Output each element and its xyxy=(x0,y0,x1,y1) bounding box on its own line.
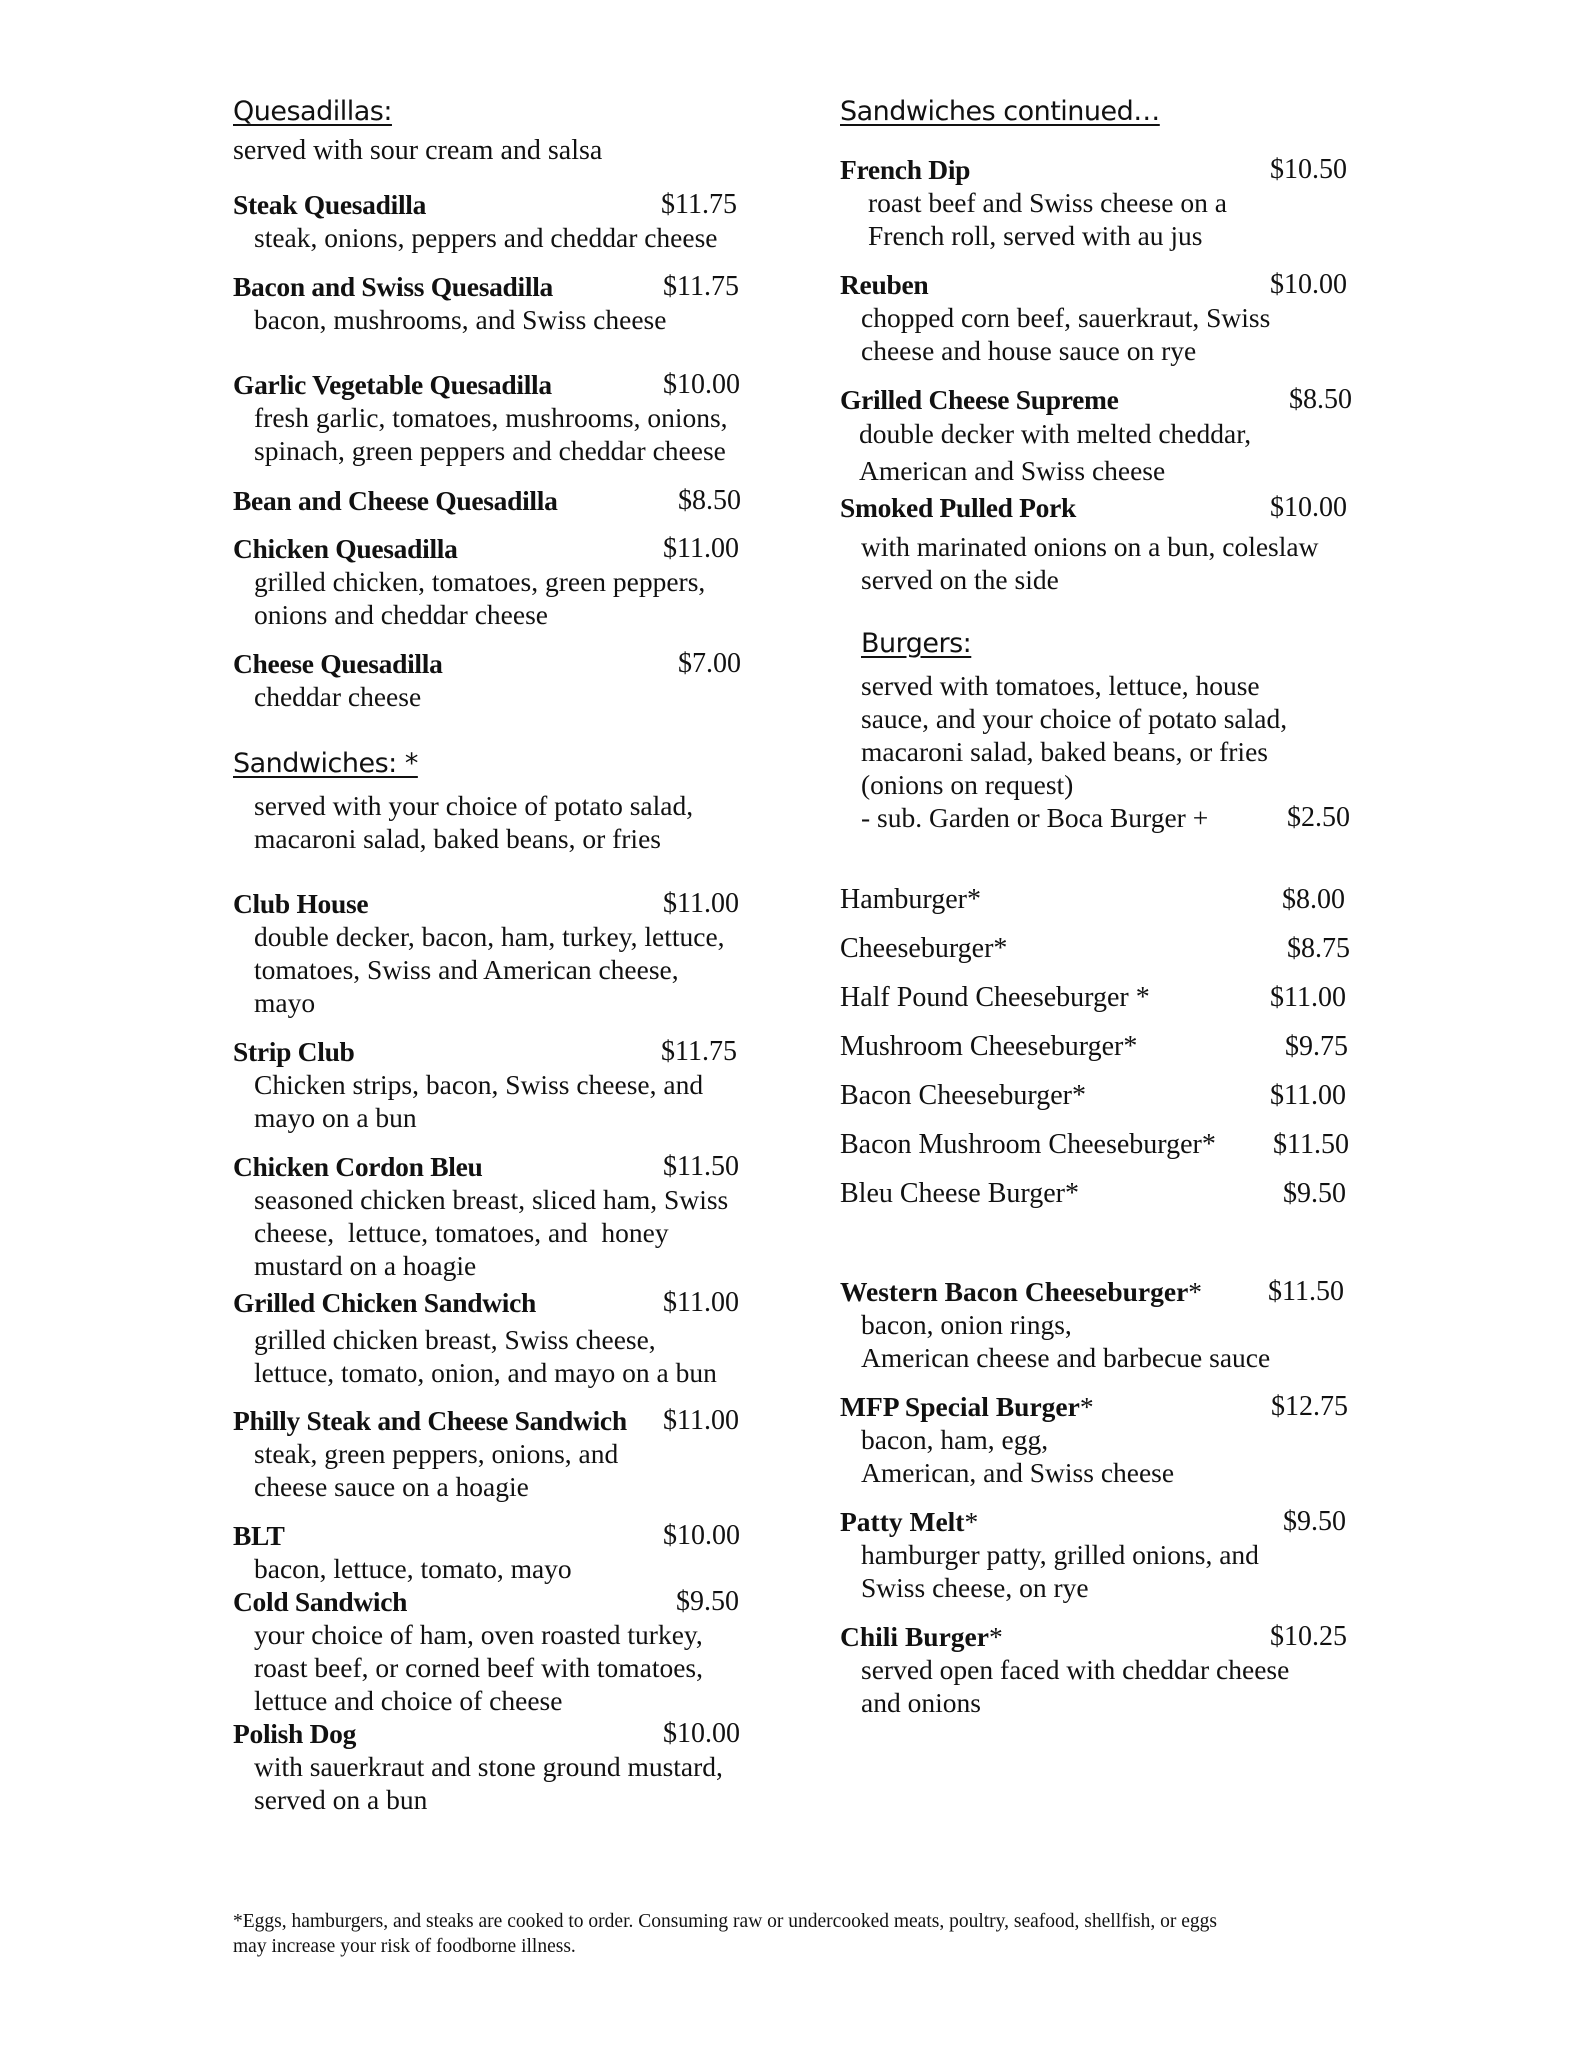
menu-item-name: Garlic Vegetable Quesadilla xyxy=(233,369,552,400)
burgers-heading: Burgers: xyxy=(861,628,972,659)
menu-item-name: Smoked Pulled Pork xyxy=(840,492,1077,523)
quesadillas-heading: Quesadillas: xyxy=(233,96,392,127)
menu-item-description: cheese and house sauce on rye xyxy=(861,335,1197,366)
menu-item-description: American cheese and barbecue sauce xyxy=(861,1342,1271,1373)
menu-item-description: cheese, lettuce, tomatoes, and honey xyxy=(254,1217,669,1248)
footer-disclaimer: *Eggs, hamburgers, and steaks are cooked to order. Consuming raw or undercooked meats, poultry, seafood, shellfish, or eggs xyxy=(233,1911,1217,1932)
menu-item-description: chopped corn beef, sauerkraut, Swiss xyxy=(861,302,1271,333)
menu-item-price: $9.75 xyxy=(1285,1031,1348,1062)
menu-item-name: Philly Steak and Cheese Sandwich xyxy=(233,1405,627,1436)
menu-item-description: with sauerkraut and stone ground mustard, xyxy=(254,1751,723,1782)
menu-item-name: Half Pound Cheeseburger * xyxy=(840,982,1150,1013)
menu-item-description: grilled chicken, tomatoes, green peppers, xyxy=(254,566,706,597)
menu-item-name: Cheese Quesadilla xyxy=(233,648,443,679)
menu-item-name: Cold Sandwich xyxy=(233,1586,408,1617)
menu-item-description: with marinated onions on a bun, coleslaw xyxy=(861,531,1319,562)
menu-item-description: roast beef and Swiss cheese on a xyxy=(868,187,1227,218)
menu-item-price: $11.50 xyxy=(1273,1129,1349,1160)
menu-item-price: $11.00 xyxy=(663,1405,739,1436)
footer-disclaimer: may increase your risk of foodborne illness. xyxy=(233,1936,576,1957)
menu-item-name: Chicken Quesadilla xyxy=(233,533,458,564)
burgers-sub-option-price: $2.50 xyxy=(1287,802,1350,833)
menu-item-description: American and Swiss cheese xyxy=(859,455,1166,486)
menu-item-description: steak, onions, peppers and cheddar cheese xyxy=(254,222,718,253)
menu-item-description: bacon, ham, egg, xyxy=(861,1424,1049,1455)
menu-item-description: double decker, bacon, ham, turkey, lettuce, xyxy=(254,921,725,952)
burgers-subtitle: macaroni salad, baked beans, or fries xyxy=(861,736,1268,767)
menu-item-price: $11.00 xyxy=(663,888,739,919)
menu-item-description: bacon, mushrooms, and Swiss cheese xyxy=(254,304,667,335)
menu-item-description: served on the side xyxy=(861,564,1059,595)
menu-item-description: tomatoes, Swiss and American cheese, xyxy=(254,954,679,985)
menu-item-name: Club House xyxy=(233,888,369,919)
menu-item-price: $10.25 xyxy=(1270,1621,1347,1652)
menu-item-name: Strip Club xyxy=(233,1036,355,1067)
menu-item-price: $11.50 xyxy=(1268,1276,1344,1307)
menu-item-description: lettuce and choice of cheese xyxy=(254,1685,563,1716)
menu-item-name: Hamburger* xyxy=(840,884,981,915)
menu-item-price: $9.50 xyxy=(1283,1506,1346,1537)
menu-item-price: $8.50 xyxy=(678,485,741,516)
menu-item-description: seasoned chicken breast, sliced ham, Swiss xyxy=(254,1184,729,1215)
menu-item-description: mayo on a bun xyxy=(254,1102,417,1133)
menu-item-description: grilled chicken breast, Swiss cheese, xyxy=(254,1324,656,1355)
menu-item-price: $11.00 xyxy=(1270,1080,1346,1111)
sandwiches-heading: Sandwiches: * xyxy=(233,748,418,779)
menu-item-description: served on a bun xyxy=(254,1784,428,1815)
menu-item-name xyxy=(840,1391,1094,1423)
menu-item-price: $10.50 xyxy=(1270,154,1347,185)
menu-item-name-text: MFP Special Burger xyxy=(840,1391,1080,1422)
menu-item-description: American, and Swiss cheese xyxy=(861,1457,1175,1488)
menu-item-description: spinach, green peppers and cheddar cheese xyxy=(254,435,726,466)
sandwiches-subtitle: served with your choice of potato salad, xyxy=(254,790,694,821)
menu-item-name xyxy=(840,1276,1202,1308)
burgers-subtitle: sauce, and your choice of potato salad, xyxy=(861,703,1288,734)
menu-item-star: * xyxy=(1079,1391,1094,1422)
menu-item-name: Bacon Cheeseburger* xyxy=(840,1080,1086,1111)
menu-item-name: Polish Dog xyxy=(233,1718,357,1749)
quesadillas-subtitle: served with sour cream and salsa xyxy=(233,135,603,166)
burgers-subtitle: served with tomatoes, lettuce, house xyxy=(861,670,1260,701)
menu-item-name: Mushroom Cheeseburger* xyxy=(840,1031,1138,1062)
menu-item-name xyxy=(840,1621,1003,1653)
menu-item-price: $9.50 xyxy=(676,1586,739,1617)
menu-item-price: $10.00 xyxy=(1270,492,1347,523)
menu-item-star: * xyxy=(964,1506,979,1537)
burgers-sub-option: - sub. Garden or Boca Burger + xyxy=(861,802,1209,833)
menu-item-price: $10.00 xyxy=(663,1718,740,1749)
sandwiches-subtitle: macaroni salad, baked beans, or fries xyxy=(254,823,661,854)
menu-item-name: Reuben xyxy=(840,269,929,300)
menu-item-description: bacon, lettuce, tomato, mayo xyxy=(254,1553,572,1584)
menu-item-name: Cheeseburger* xyxy=(840,933,1008,964)
menu-item-name: Chicken Cordon Bleu xyxy=(233,1151,483,1182)
menu-item-description: cheddar cheese xyxy=(254,681,422,712)
sandwiches-continued-heading: Sandwiches continued… xyxy=(840,96,1160,127)
menu-item-name-text: Western Bacon Cheeseburger xyxy=(840,1276,1189,1307)
menu-item-name xyxy=(840,1506,978,1538)
menu-item-description: mayo xyxy=(254,987,316,1018)
menu-item-price: $11.75 xyxy=(661,1036,737,1067)
menu-item-description: mustard on a hoagie xyxy=(254,1250,477,1281)
menu-item-description: French roll, served with au jus xyxy=(868,220,1203,251)
menu-item-description: served open faced with cheddar cheese xyxy=(861,1654,1290,1685)
menu-item-description: cheese sauce on a hoagie xyxy=(254,1471,529,1502)
burgers-subtitle: (onions on request) xyxy=(861,769,1074,800)
menu-item-price: $8.75 xyxy=(1287,933,1350,964)
menu-item-star: * xyxy=(988,1621,1003,1652)
menu-item-price: $11.50 xyxy=(663,1151,739,1182)
menu-item-price: $10.00 xyxy=(1270,269,1347,300)
menu-item-description: double decker with melted cheddar, xyxy=(859,418,1252,449)
menu-item-description: fresh garlic, tomatoes, mushrooms, onions, xyxy=(254,402,728,433)
menu-item-price: $11.00 xyxy=(1270,982,1346,1013)
menu-item-name: Grilled Cheese Supreme xyxy=(840,384,1119,415)
menu-item-price: $11.00 xyxy=(663,533,739,564)
menu-item-name: BLT xyxy=(233,1520,285,1551)
menu-item-description: steak, green peppers, onions, and xyxy=(254,1438,619,1469)
menu-item-price: $12.75 xyxy=(1271,1391,1348,1422)
menu-item-price: $11.75 xyxy=(663,271,739,302)
menu-item-price: $8.00 xyxy=(1282,884,1345,915)
menu-item-price: $10.00 xyxy=(663,1520,740,1551)
menu-item-price: $9.50 xyxy=(1283,1178,1346,1209)
menu-item-description: hamburger patty, grilled onions, and xyxy=(861,1539,1259,1570)
menu-item-name-text: Chili Burger xyxy=(840,1621,989,1652)
menu-item-description: Swiss cheese, on rye xyxy=(861,1572,1089,1603)
menu-item-name: Bacon and Swiss Quesadilla xyxy=(233,271,554,302)
menu-item-description: roast beef, or corned beef with tomatoes, xyxy=(254,1652,703,1683)
menu-item-name: Bean and Cheese Quesadilla xyxy=(233,485,558,516)
menu-item-price: $8.50 xyxy=(1289,384,1352,415)
menu-item-description: your choice of ham, oven roasted turkey, xyxy=(254,1619,703,1650)
menu-item-description: lettuce, tomato, onion, and mayo on a bun xyxy=(254,1357,717,1388)
menu-item-price: $11.00 xyxy=(663,1287,739,1318)
menu-item-name-text: Patty Melt xyxy=(840,1506,965,1537)
menu-item-description: onions and cheddar cheese xyxy=(254,599,548,630)
menu-item-name: Bacon Mushroom Cheeseburger* xyxy=(840,1129,1216,1160)
menu-item-description: and onions xyxy=(861,1687,981,1718)
menu-item-star: * xyxy=(1188,1276,1203,1307)
menu-item-price: $10.00 xyxy=(663,369,740,400)
menu-item-description: bacon, onion rings, xyxy=(861,1309,1072,1340)
menu-item-name: French Dip xyxy=(840,154,971,185)
menu-item-name: Steak Quesadilla xyxy=(233,189,427,220)
menu-item-price: $11.75 xyxy=(661,189,737,220)
menu-item-description: Chicken strips, bacon, Swiss cheese, and xyxy=(254,1069,704,1100)
menu-item-price: $7.00 xyxy=(678,648,741,679)
menu-item-name: Bleu Cheese Burger* xyxy=(840,1178,1079,1209)
menu-item-name: Grilled Chicken Sandwich xyxy=(233,1287,536,1318)
